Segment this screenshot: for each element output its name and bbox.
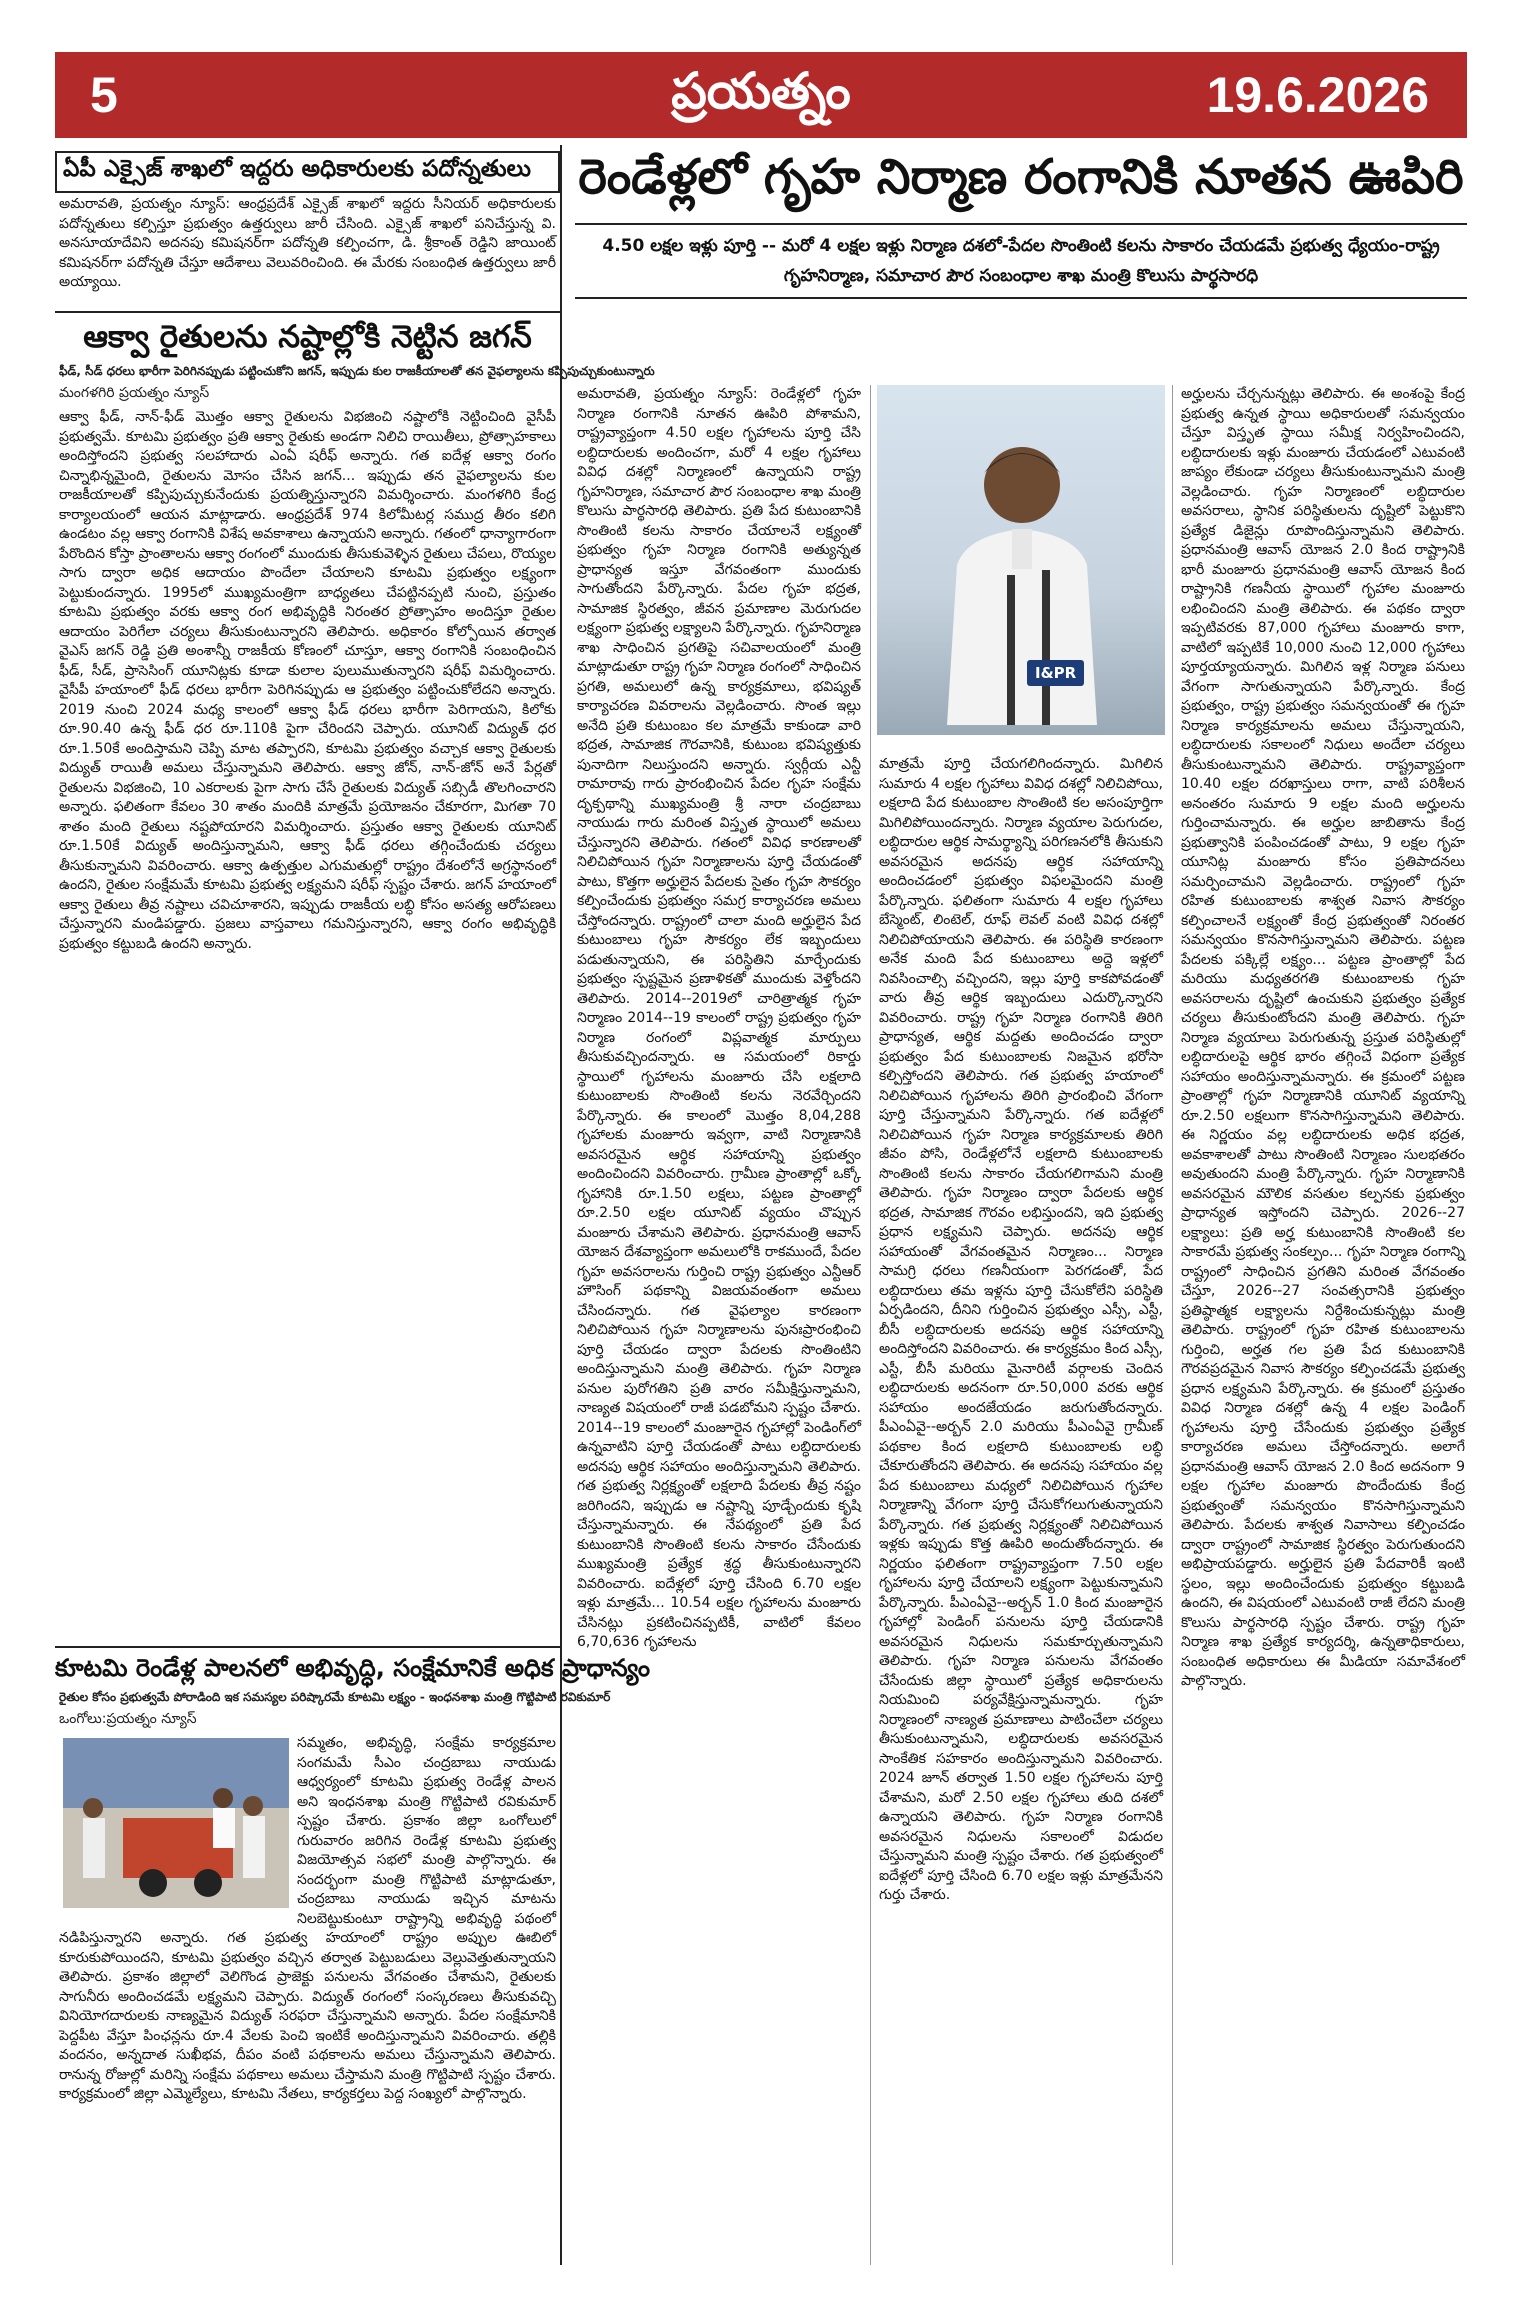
masthead [55, 52, 1467, 138]
minister-photo [877, 385, 1165, 735]
story3-dateline: ఒంగోలు:ప్రయత్నం న్యూస్ [59, 1711, 197, 1727]
story3-body-text: సమ్మతం, అభివృద్ధి, సంక్షేమ కార్యక్రమాల సంగమమే సీఎం చంద్రబాబు నాయుడు ఆధ్వర్యంలో కూటమి ప్రభుత్వ రెండేళ్ల పాలన అని ఇంధనశాఖ మంత్రి గొట్టిపాటి రవికుమార్ స్పష్టం చేశారు. ప్రకాశం జిల్లా ఒంగోలులో గురువారం జరిగిన రెండేళ్ల కూటమి ప్రభుత్వ విజయోత్సవ సభలో మంత్రి పాల్గొన్నారు. ఈ సందర్భంగా మంత్రి గొట్టిపాటి మాట్లాడుతూ, చంద్రబాబు నాయుడు ఇచ్చిన మాటను నిలబెట్టుకుంటూ రాష్ట్రాన్ని అభివృద్ధి పథంలో నడిపిస్తున్నారని అన్నారు. గత ప్రభుత్వ హయాంలో రాష్ట్రం అప్పుల ఊబిలో కూరుకుపోయిందని, కూటమి ప్రభుత్వం వచ్చిన తర్వాత పెట్టుబడులు వెల్లువెత్తుతున్నాయని తెలిపారు. ప్రకాశం జిల్లాలో వెలిగొండ ప్రాజెక్టు పనులను వేగవంతం చేశామని, రైతులకు సాగునీరు అందించడమే లక్ష్యమని చెప్పారు. విద్యుత్ రంగంలో సంస్కరణలు తీసుకువచ్చి వినియోగదారులకు నాణ్యమైన విద్యుత్ సరఫరా చేస్తున్నామని అన్నారు. పేదల సంక్షేమానికి పెద్దపీట వేస్తూ పింఛన్లను రూ.4 వేలకు పెంచి ఇంటికే అందిస్తున్నామని వివరించారు. తల్లికి వందనం, అన్నదాత సుఖీభవ, దీపం వంటి పథకాలను అమలు చేస్తున్నామని తెలిపారు. రానున్న రోజుల్లో మరిన్ని సంక్షేమ పథకాలు అమలు చేస్తామని మంత్రి గొట్టిపాటి స్పష్టం చేశారు. కార్యక్రమంలో జిల్లా ఎమ్మెల్యేలు, కూటమి నేతలు, కార్యకర్తలు పెద్ద సంఖ్యలో పాల్గొన్నారు. [59, 1735, 556, 2102]
story3-subhead: రైతుల కోసం ప్రభుత్వమే పోరాడింది ఇక సమస్యల పరిష్కారమే కూటమి లక్ష్యం - ఇంధనశాఖ మంత్రి గొట్టిపాటి రవికుమార్ [59, 1690, 611, 1704]
main-deck: 4.50 లక్షల ఇళ్లు పూర్తి -- మరో 4 లక్షల ఇళ్లు నిర్మాణ దశలో-పేదల సొంతింటి కలను సాకారం చేయడమే ప్రభుత్వ ధ్యేయం-రాష్ట్ర గృహనిర్మాణ, సమాచార పౌర సంబంధాల శాఖ మంత్రి కొలుసు పార్థసారధి [575, 225, 1467, 299]
left-column [55, 145, 655, 2265]
column-divider [870, 385, 871, 2265]
main-headline: రెండేళ్లలో గృహ నిర్మాణ రంగానికి నూతన ఊపిరి [575, 145, 1467, 225]
story3-headline: కూటమి రెండేళ్ల పాలనలో అభివృద్ధి, సంక్షేమానికే అధిక ప్రాధాన్యం [55, 1646, 560, 1690]
story2-dateline: మంగళగిరి ప్రయత్నం న్యూస్ [59, 385, 210, 401]
main-columns [575, 385, 1467, 2265]
page-number: 5 [90, 67, 118, 123]
event-photo [63, 1738, 289, 1908]
event-photo-illustration [63, 1738, 289, 1908]
story2-body: ఆక్వా ఫీడ్, నాన్-ఫీడ్ మొత్తం ఆక్వా రైతులను విభజించి నష్టాలోకి నెట్టించింది వైసీపీ ప్రభుత్వమే. కూటమి ప్రభుత్వం ప్రతి ఆక్వా రైతుకు అండగా నిలిచి రాయితీలు, ప్రోత్సాహకాలు అందిస్తోందని ప్రభుత్వ సలహాదారు ఎంఏ షరీఫ్ అన్నారు. గత ఐదేళ్ల ఆక్వా రంగం చిన్నాభిన్నమైంది, రైతులను మోసం చేసిన జగన్... ఇప్పుడు తన వైఫల్యాలను కుల రాజకీయాలతో కప్పిపుచ్చుకునేందుకు ప్రయత్నిస్తున్నారని విమర్శించారు. మంగళగిరి కేంద్ర కార్యాలయంలో ఆయన మాట్లాడారు. ఆంధ్రప్రదేశ్ 974 కిలోమీటర్ల సముద్ర తీరం కలిగి ఉండటం వల్ల ఆక్వా రంగానికి విశేష అవకాశాలు ఉన్నాయని అన్నారు. గతంలో ధాన్యాగారంగా పేరొందిన కోస్తా ప్రాంతాలను ఆక్వా రంగంలో ముందుకు తీసుకువెళ్ళిన రైతులు చేపలు, రొయ్యల సాగు ద్వారా అధిక ఆదాయం పొందేలా చేయాలని కూటమి ప్రభుత్వం లక్ష్యంగా పెట్టుకుందన్నారు. 1995లో ముఖ్యమంత్రిగా బాధ్యతలు చేపట్టినప్పటి నుంచి, ప్రస్తుతం కూటమి ప్రభుత్వం వరకు ఆక్వా రంగ అభివృద్ధికి నిరంతర ప్రోత్సాహం అందిస్తూ రైతుల ఆదాయం పెరిగేలా చర్యలు తీసుకుంటున్నారని తెలిపారు. అధికారం కోల్పోయిన తర్వాత వైఎస్ జగన్ రెడ్డి ప్రతి అంశాన్నీ రాజకీయ కోణంలో చూస్తూ, ఆక్వా రంగానికి సంబంధించిన ఫీడ్, సీడ్, ప్రాసెసింగ్ యూనిట్లకు కూడా కులాల పులుముతున్నారని షరీఫ్ విమర్శించారు. వైసీపీ హయాంలో ఫీడ్ ధరలు భారీగా పెరిగినప్పుడు ఆ ప్రభుత్వం పట్టించుకోలేదని అన్నారు. 2019 నుంచి 2024 మధ్య కాలంలో ఆక్వా ఫీడ్ ధరలు భారీగా పెరిగాయని, కిలోకు రూ.90.40 ఉన్న ఫీడ్ ధర రూ.110కి పైగా చేరిందని చెప్పారు. యూనిట్ విద్యుత్ ధర రూ.1.50కే అందిస్తామని చెప్పి మాట తప్పారని, కూటమి ప్రభుత్వం వచ్చాక ఆక్వా రైతులకు విద్యుత్ రాయితీ అమలు చేస్తున్నామని తెలిపారు. ఆక్వా జోన్, నాన్-జోన్ అనే పేర్లతో రైతులను విభజించి, 10 ఎకరాలకు పైగా సాగు చేసే రైతులకు విద్యుత్ సబ్సిడీ తొలగించారని అన్నారు. ఫలితంగా కేవలం 30 శాతం మందికి మాత్రమే ప్రయోజనం చేకూరగా, మిగతా 70 శాతం మంది రైతులు నష్టపోయారని విమర్శించారు. ప్రస్తుతం ఆక్వా రైతులకు యూనిట్ రూ.1.50కే విద్యుత్ అందిస్తున్నామని, ఆక్వా ఫీడ్ ధరలు తగ్గించేందుకు చర్యలు తీసుకున్నామని వివరించారు. ఆక్వా ఉత్పత్తుల ఎగుమతుల్లో రాష్ట్రం దేశంలోనే అగ్రస్థానంలో ఉందని, రైతుల సంక్షేమమే కూటమి ప్రభుత్వ లక్ష్యమని షరీఫ్ స్పష్టం చేశారు. జగన్ హయాంలో ఆక్వా రైతులు తీవ్ర నష్టాలు చవిచూశారని, ఇప్పుడు రాజకీయ లబ్ధి కోసం అసత్య ఆరోపణలు చేస్తున్నారని మండిపడ్డారు. ప్రజలు వాస్తవాలు గమనిస్తున్నారని, ఆక్వా రంగం అభివృద్ధికి ప్రభుత్వం కట్టుబడి ఉందని అన్నారు. [59, 409, 556, 952]
main-col1-text: అమరావతి, ప్రయత్నం న్యూస్: రెండేళ్లలో గృహ నిర్మాణ రంగానికి నూతన ఊపిరి పోశామని, రాష్ట్రవ్యాప్తంగా 4.50 లక్షల గృహాలను పూర్తి చేసి లబ్ధిదారులకు అందించగా, మరో 4 లక్షల గృహాలు వివిధ దశల్లో నిర్మాణంలో ఉన్నాయని రాష్ట్ర గృహనిర్మాణ, సమాచార పౌర సంబంధాల శాఖ మంత్రి కొలుసు పార్థసారధి తెలిపారు. ప్రతి పేద కుటుంబానికి సొంతింటి కలను సాకారం చేయాలనే లక్ష్యంతో ప్రభుత్వం గృహ నిర్మాణ రంగానికి అత్యున్నత ప్రాధాన్యత ఇస్తూ వేగవంతంగా ముందుకు సాగుతోందని పేర్కొన్నారు. పేదల గృహ భద్రత, సామాజిక స్థిరత్వం, జీవన ప్రమాణాల మెరుగుదల లక్ష్యంగా ప్రభుత్వ లక్ష్యాలని పేర్కొన్నారు. గృహనిర్మాణ శాఖ సాధించిన ప్రగతిపై సచివాలయంలో మంత్రి మాట్లాడుతూ రాష్ట్ర గృహ నిర్మాణ రంగంలో సాధించిన ప్రగతి, అమలులో ఉన్న కార్యక్రమాలు, భవిష్యత్ కార్యాచరణ వివరాలను వెల్లడించారు. సొంత ఇల్లు అనేది ప్రతి కుటుంబం కల మాత్రమే కాకుండా వారి భద్రత, సామాజిక గౌరవానికి, కుటుంబ భవిష్యత్తుకు పునాదిగా నిలుస్తుందని అన్నారు. స్వర్గీయ ఎన్టీ రామారావు గారు ప్రారంభించిన పేదల గృహ సంక్షేమ దృక్పథాన్ని ముఖ్యమంత్రి శ్రీ నారా చంద్రబాబు నాయుడు గారు మరింత విస్తృత స్థాయిలో అమలు చేస్తున్నారని తెలిపారు. గతంలో వివిధ కారణాలతో నిలిచిపోయిన గృహ నిర్మాణాలను పూర్తి చేయడంతో పాటు, కొత్తగా అర్హులైన పేదలకు సైతం గృహ సౌకర్యం కల్పించేందుకు ప్రభుత్వం సమగ్ర కార్యాచరణ అమలు చేస్తోందన్నారు. రాష్ట్రంలో చాలా మంది అర్హులైన పేద కుటుంబాలు గృహ సౌకర్యం లేక ఇబ్బందులు పడుతున్నాయని, ఈ పరిస్థితిని మార్చేందుకు ప్రభుత్వం స్పష్టమైన ప్రణాళికతో ముందుకు వెళ్తోందని తెలిపారు. 2014--2019లో చారిత్రాత్మక గృహ నిర్మాణం 2014--19 కాలంలో రాష్ట్ర ప్రభుత్వం గృహ నిర్మాణ రంగంలో విప్లవాత్మక మార్పులు తీసుకువచ్చిందన్నారు. ఆ సమయంలో రికార్డు స్థాయిలో గృహాలను మంజూరు చేసి లక్షలాది కుటుంబాలకు సొంతింటి కలను నెరవేర్చిందని పేర్కొన్నారు. ఈ కాలంలో మొత్తం 8,04,288 గృహాలకు మంజూరు ఇవ్వగా, వాటి నిర్మాణానికి అవసరమైన ఆర్థిక సహాయాన్ని ప్రభుత్వం అందించిందని వివరించారు. గ్రామీణ ప్రాంతాల్లో ఒక్కో గృహానికి రూ.1.50 లక్షలు, పట్టణ ప్రాంతాల్లో రూ.2.50 లక్షల యూనిట్ వ్యయం చొప్పున మంజూరు చేశామని తెలిపారు. ప్రధానమంత్రి ఆవాస్ యోజన దేశవ్యాప్తంగా అమలులోకి రాకముందే, పేదల గృహ అవసరాలను గుర్తించి రాష్ట్ర ప్రభుత్వం ఎన్టీఆర్ హౌసింగ్ పథకాన్ని విజయవంతంగా అమలు చేసిందన్నారు. గత వైఫల్యాల కారణంగా నిలిచిపోయిన గృహ నిర్మాణాలను పునఃప్రారంభించి పూర్తి చేయడం ద్వారా పేదలకు సొంతింటిని అందిస్తున్నామని మంత్రి తెలిపారు. గృహ నిర్మాణ పనుల పురోగతిని ప్రతి వారం సమీక్షిస్తున్నామని, నాణ్యత విషయంలో రాజీ పడబోమని స్పష్టం చేశారు. 2014--19 కాలంలో మంజూరైన గృహాల్లో పెండింగ్‌లో ఉన్నవాటిని పూర్తి చేయడంతో పాటు లబ్ధిదారులకు అదనపు ఆర్థిక సహాయం అందిస్తున్నామని తెలిపారు. గత ప్రభుత్వ నిర్లక్ష్యంతో లక్షలాది పేదలకు తీవ్ర నష్టం జరిగిందని, ఇప్పుడు ఆ నష్టాన్ని పూడ్చేందుకు కృషి చేస్తున్నామన్నారు. ఈ నేపథ్యంలో ప్రతి పేద కుటుంబానికి సొంతింటి కలను సాకారం చేసేందుకు ముఖ్యమంత్రి ప్రత్యేక శ్రద్ధ తీసుకుంటున్నారని వివరించారు. ఐదేళ్లలో పూర్తి చేసింది 6.70 లక్షల ఇళ్లు మాత్రమే... 10.54 లక్షల గృహాలను మంజూరు చేసినట్లు ప్రకటించినప్పటికీ, వాటిలో కేవలం 6,70,636 గృహాలను [577, 386, 861, 1650]
microphone [1042, 570, 1050, 725]
ipr-badge: I&PR [1027, 660, 1084, 686]
story3-body [55, 1732, 560, 2236]
story1-headline: ఏపీ ఎక్సైజ్ శాఖలో ఇద్దరు అధికారులకు పదోన్నతులు [55, 151, 560, 193]
newspaper-title: ప్రయత్నం [671, 62, 851, 120]
main-col3-text: అర్హులను చేర్చనున్నట్లు తెలిపారు. ఈ అంశంపై కేంద్ర ప్రభుత్వ ఉన్నత స్థాయి అధికారులతో సమన్వయం చేస్తూ విస్తృత స్థాయి సమీక్ష నిర్వహించిందని, లబ్ధిదారులకు ఇళ్లు మంజూరు చేయడంలో ఎటువంటి జాప్యం లేకుండా చర్యలు తీసుకుంటున్నామని మంత్రి వెల్లడించారు. గృహ నిర్మాణంలో లబ్ధిదారుల అవసరాలు, స్థానిక పరిస్థితులను దృష్టిలో పెట్టుకొని ప్రత్యేక డిజైన్లు రూపొందిస్తున్నామని తెలిపారు. ప్రధానమంత్రి ఆవాస్ యోజన 2.0 కింద రాష్ట్రానికి భారీ మంజూరు ప్రధానమంత్రి ఆవాస్ యోజన కింద రాష్ట్రానికి గణనీయ స్థాయిలో గృహాల మంజూరు లభించిందని మంత్రి తెలిపారు. ఈ పథకం ద్వారా ఇప్పటివరకు 87,000 గృహాలు మంజూరు కాగా, వాటిలో ఇప్పటికే 10,000 నుంచి 12,000 గృహాలు పూర్తయ్యాయన్నారు. మిగిలిన ఇళ్ల నిర్మాణ పనులు వేగంగా సాగుతున్నాయని పేర్కొన్నారు. కేంద్ర ప్రభుత్వం, రాష్ట్ర ప్రభుత్వం సమన్వయంతో ఈ గృహ నిర్మాణ కార్యక్రమాలను అమలు చేస్తున్నాయని, లబ్ధిదారులకు సకాలంలో నిధులు అందేలా చర్యలు తీసుకుంటున్నామని తెలిపారు. రాష్ట్రవ్యాప్తంగా 10.40 లక్షల దరఖాస్తులు రాగా, వాటి పరిశీలన అనంతరం సుమారు 9 లక్షల మంది అర్హులను గుర్తించామన్నారు. ఈ అర్హుల జాబితాను కేంద్ర ప్రభుత్వానికి పంపించడంతో పాటు, 9 లక్షల గృహ యూనిట్ల మంజూరు కోసం ప్రతిపాదనలు సమర్పించామని వెల్లడించారు. రాష్ట్రంలో గృహ రహిత కుటుంబాలకు శాశ్వత నివాస సౌకర్యం కల్పించాలనే లక్ష్యంతో కేంద్ర ప్రభుత్వంతో నిరంతర సమన్వయం కొనసాగిస్తున్నామని తెలిపారు. పట్టణ పేదలకు పక్కిల్లే లక్ష్యం... పట్టణ ప్రాంతాల్లో పేద మరియు మధ్యతరగతి కుటుంబాలకు గృహ అవసరాలను దృష్టిలో ఉంచుకుని ప్రభుత్వం ప్రత్యేక చర్యలు తీసుకుంటోందని మంత్రి తెలిపారు. గృహ నిర్మాణ వ్యయాలు పెరుగుతున్న ప్రస్తుత పరిస్థితుల్లో లబ్ధిదారులపై ఆర్థిక భారం తగ్గించే విధంగా ప్రత్యేక సహాయం అందిస్తున్నామన్నారు. ఈ క్రమంలో పట్టణ ప్రాంతాల్లో గృహ నిర్మాణానికి యూనిట్ వ్యయాన్ని రూ.2.50 లక్షలుగా కొనసాగిస్తున్నామని తెలిపారు. ఈ నిర్ణయం వల్ల లబ్ధిదారులకు అధిక భద్రత, అవకాశాలతో పాటు సొంతింటి నిర్మాణం సులభతరం అవుతుందని మంత్రి పేర్కొన్నారు. గృహ నిర్మాణానికి అవసరమైన మౌలిక వసతుల కల్పనకు ప్రభుత్వం ప్రాధాన్యత ఇస్తోందని చెప్పారు. 2026--27 లక్ష్యాలు: ప్రతి అర్హ కుటుంబానికి సొంతింటి కల సాకారమే ప్రభుత్వ సంకల్పం... గృహ నిర్మాణ రంగాన్ని రాష్ట్రంలో సాధించిన ప్రగతిని మరింత వేగవంతం చేస్తూ, 2026--27 సంవత్సరానికి ప్రభుత్వం ప్రతిష్ఠాత్మక లక్ష్యాలను నిర్దేశించుకున్నట్లు మంత్రి తెలిపారు. రాష్ట్రంలో గృహ రహిత కుటుంబాలను గుర్తించి, అర్హత గల ప్రతి పేద కుటుంబానికి గౌరవప్రదమైన నివాస సౌకర్యం కల్పించడమే ప్రభుత్వ ప్రధాన లక్ష్యమని పేర్కొన్నారు. ఈ క్రమంలో ప్రస్తుతం వివిధ నిర్మాణ దశల్లో ఉన్న 4 లక్షల పెండింగ్ గృహాలను పూర్తి చేసేందుకు ప్రభుత్వం ప్రత్యేక కార్యాచరణ అమలు చేస్తోందన్నారు. అలాగే ప్రధానమంత్రి ఆవాస్ యోజన 2.0 కింద అదనంగా 9 లక్షల గృహాల మంజూరు పొందేందుకు కేంద్ర ప్రభుత్వంతో సమన్వయం కొనసాగిస్తున్నామని తెలిపారు. పేదలకు శాశ్వత నివాసాలు కల్పించడం ద్వారా రాష్ట్రంలో సామాజిక స్థిరత్వం పెరుగుతుందని అభిప్రాయపడ్డారు. అర్హులైన ప్రతి పేదవారికీ ఇంటి స్థలం, ఇల్లు అందించేందుకు ప్రభుత్వం కట్టుబడి ఉందని, ఈ విషయంలో ఎటువంటి రాజీ లేదని మంత్రి కొలుసు పార్థసారధి స్పష్టం చేశారు. రాష్ట్ర గృహ నిర్మాణ శాఖ ప్రత్యేక కార్యదర్శి, ఉన్నతాధికారులు, సంబంధిత అధికారులు ఈ మీడియా సమావేశంలో పాల్గొన్నారు. [1181, 386, 1465, 1689]
main-column-3 [1179, 385, 1467, 2265]
issue-date: 19.6.2026 [1206, 67, 1429, 123]
column-divider [1172, 385, 1173, 2265]
main-col2-text: మాత్రమే పూర్తి చేయగలిగిందన్నారు. మిగిలిన సుమారు 4 లక్షల గృహాలు వివిధ దశల్లో నిలిచిపోయి, లక్షలాది పేద కుటుంబాల సొంతింటి కల అసంపూర్తిగా మిగిలిపోయిందన్నారు. నిర్మాణ వ్యయాల పెరుగుదల, లబ్ధిదారుల ఆర్థిక సామర్థ్యాన్ని పరిగణనలోకి తీసుకుని అవసరమైన అదనపు ఆర్థిక సహాయాన్ని అందించడంలో ప్రభుత్వం విఫలమైందని మంత్రి పేర్కొన్నారు. ఫలితంగా సుమారు 4 లక్షల గృహాలు బేస్మెంట్, లింటెల్, రూఫ్ లెవల్ వంటి వివిధ దశల్లో నిలిచిపోయాయని తెలిపారు. ఈ పరిస్థితి కారణంగా అనేక మంది పేద కుటుంబాలు అద్దె ఇళ్లలో నివసించాల్సి వచ్చిందని, ఇల్లు పూర్తి కాకపోవడంతో వారు తీవ్ర ఆర్థిక ఇబ్బందులు ఎదుర్కొన్నారని వివరించారు. రాష్ట్ర గృహ నిర్మాణ రంగానికి తిరిగి ప్రాధాన్యత, ఆర్థిక మద్దతు అందించడం ద్వారా ప్రభుత్వం పేద కుటుంబాలకు నిజమైన భరోసా కల్పిస్తోందని తెలిపారు. గత ప్రభుత్వ హయాంలో నిలిచిపోయిన గృహాలను తిరిగి ప్రారంభించి వేగంగా పూర్తి చేస్తున్నామని పేర్కొన్నారు. గత ఐదేళ్లలో నిలిచిపోయిన గృహ నిర్మాణ కార్యక్రమాలకు తిరిగి జీవం పోసి, రెండేళ్లలోనే లక్షలాది కుటుంబాలకు సొంతింటి కలను సాకారం చేయగలిగామని మంత్రి తెలిపారు. గృహ నిర్మాణం ద్వారా పేదలకు ఆర్థిక భద్రత, సామాజిక గౌరవం లభిస్తుందని, ఇది ప్రభుత్వ ప్రధాన లక్ష్యమని చెప్పారు. అదనపు ఆర్థిక సహాయంతో వేగవంతమైన నిర్మాణం... నిర్మాణ సామగ్రి ధరలు గణనీయంగా పెరగడంతో, పేద లబ్ధిదారులు తమ ఇళ్లను పూర్తి చేసుకోలేని పరిస్థితి ఏర్పడిందని, దీనిని గుర్తించిన ప్రభుత్వం ఎస్సీ, ఎస్టీ, బీసీ లబ్ధిదారులకు అదనపు ఆర్థిక సహాయాన్ని అందిస్తోందని వివరించారు. ఈ కార్యక్రమం కింద ఎస్సీ, ఎస్టీ, బీసీ మరియు మైనారిటీ వర్గాలకు చెందిన లబ్ధిదారులకు అదనంగా రూ.50,000 వరకు ఆర్థిక సహాయం అందజేయడం జరుగుతోందన్నారు. పీఎంఏవై--అర్బన్ 2.0 మరియు పీఎంఏవై గ్రామీణ్ పథకాల కింద లక్షలాది కుటుంబాలకు లబ్ధి చేకూరుతోందని తెలిపారు. ఈ అదనపు సహాయం వల్ల పేద కుటుంబాలు మధ్యలో నిలిచిపోయిన గృహాల నిర్మాణాన్ని వేగంగా పూర్తి చేసుకోగలుగుతున్నాయని పేర్కొన్నారు. గత ప్రభుత్వ నిర్లక్ష్యంతో నిలిచిపోయిన ఇళ్లకు ఇప్పుడు కొత్త ఊపిరి అందుతోందన్నారు. ఈ నిర్ణయం ఫలితంగా రాష్ట్రవ్యాప్తంగా 7.50 లక్షల గృహాలను పూర్తి చేయాలని లక్ష్యంగా పెట్టుకున్నామని పేర్కొన్నారు. పీఎంఏవై--అర్బన్ 1.0 కింద మంజూరైన గృహాల్లో పెండింగ్ పనులను పూర్తి చేయడానికి అవసరమైన నిధులను సమకూర్చుతున్నామని తెలిపారు. గృహ నిర్మాణ పనులను వేగవంతం చేసేందుకు జిల్లా స్థాయిలో ప్రత్యేక అధికారులను నియమించి పర్యవేక్షిస్తున్నామన్నారు. గృహ నిర్మాణంలో నాణ్యత ప్రమాణాలు పాటించేలా చర్యలు తీసుకుంటున్నామని, లబ్ధిదారులకు అవసరమైన సాంకేతిక సహకారం అందిస్తున్నామని వివరించారు. 2024 జూన్ తర్వాత 1.50 లక్షల గృహాలను పూర్తి చేశామని, మరో 2.50 లక్షల గృహాలు తుది దశలో ఉన్నాయని తెలిపారు. గృహ నిర్మాణ రంగానికి అవసరమైన నిధులను సకాలంలో విడుదల చేస్తున్నామని మంత్రి స్పష్టం చేశారు. గత ప్రభుత్వంలో ఐదేళ్లలో పూర్తి చేసింది 6.70 లక్షల ఇళ్లు మాత్రమేనని గుర్తు చేశారు. [879, 756, 1163, 1903]
microphone [1007, 575, 1015, 725]
main-story [575, 145, 1467, 2265]
main-column-1 [575, 385, 863, 2265]
story1-body: అమరావతి, ప్రయత్నం న్యూస్: ఆంధ్రప్రదేశ్ ఎక్సైజ్ శాఖలో ఇద్దరు సీనియర్ అధికారులకు పదోన్నతులు కల్పిస్తూ ప్రభుత్వం ఉత్తర్వులు జారీ చేసింది. ఎక్సైజ్ శాఖలో పనిచేస్తున్న వి. అనసూయాదేవిని అదనపు కమిషనర్‌గా పదోన్నతి కల్పించగా, డి. శ్రీకాంత్ రెడ్డిని జాయింట్ కమిషనర్‌గా పదోన్నతి చేస్తూ ఆదేశాలు వెలువరించింది. ఈ మేరకు సంబంధిత ఉత్తర్వులు జారీ అయ్యాయి. [59, 196, 556, 290]
story2-subhead: ఫీడ్, సీడ్ ధరలు భారీగా పెరిగినప్పుడు పట్టించుకోని జగన్, ఇప్పుడు కుల రాజకీయాలతో తన వైఫల్యాలను కప్పిపుచ్చుకుంటున్నారు [59, 364, 655, 378]
story2-headline: ఆక్వా రైతులను నష్టాల్లోకి నెట్టిన జగన్ [55, 311, 560, 364]
main-column-2 [877, 755, 1165, 2265]
